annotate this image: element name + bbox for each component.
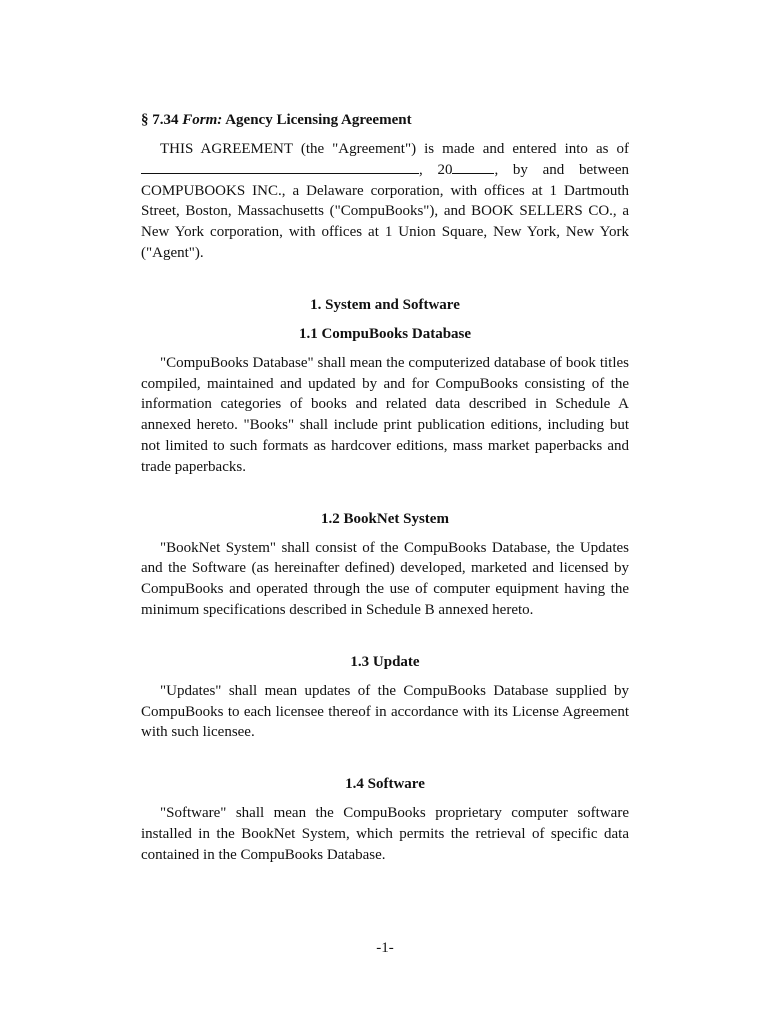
- section-text-1-3: "Updates" shall mean updates of the CompuBooks Database supplied by CompuBooks to each licensee thereof in accordance with its License Agreement with such licensee.: [141, 682, 629, 741]
- document-title: [141, 110, 629, 131]
- section-heading-1-1: 1.1 CompuBooks Database: [298, 325, 472, 342]
- date-blank-line: [141, 161, 419, 174]
- page-number: -1-: [376, 940, 394, 956]
- year-blank-line: [452, 161, 494, 174]
- section-heading-1-2: 1.2 BookNet System: [321, 510, 449, 527]
- section-heading-1-3: 1.3 Update: [350, 653, 420, 670]
- intro-text-part1: THIS AGREEMENT (the "Agreement") is made and entered into as of: [160, 141, 629, 157]
- section-heading-1-4: 1.4 Software: [345, 776, 425, 793]
- title-text: Agency Licensing Agreement: [225, 112, 412, 128]
- form-label: Form:: [182, 112, 223, 128]
- section-number: § 7.34: [141, 112, 179, 128]
- section-text-1-2: "BookNet System" shall consist of the CompuBooks Database, the Updates and the Software (as hereinafter defined) developed, marketed and licensed by CompuBooks and operated through the use of computer equipment having the minimum specifications described in Schedule B annexed hereto.: [141, 539, 629, 618]
- intro-text-part2: , 20: [419, 161, 453, 178]
- document-page: [141, 110, 629, 866]
- intro-paragraph: [141, 139, 629, 264]
- section-text-1-1: "CompuBooks Database" shall mean the computerized database of book titles compiled, maintained and updated by and for CompuBooks consisting of the information categories of books and related data described in Schedule A annexed hereto. "Books" shall include print publication editions, including but not limited to such formats as hardcover editions, mass market paperbacks and trade paperbacks.: [141, 354, 629, 475]
- intro-text-part3: , by and between COMPUBOOKS INC., a Delaware corporation, with offices at 1 Dartmouth Street, Boston, Massachusetts ("CompuBooks"), and BOOK SELLERS CO., a New York corporation, with offices at 1 Union Square, New York, New York ("Agent").: [141, 161, 629, 261]
- section-text-1-4: "Software" shall mean the CompuBooks proprietary computer software installed in the BookNet System, which permits the retrieval of specific data contained in the CompuBooks Database.: [141, 805, 629, 863]
- article-heading: 1. System and Software: [310, 296, 460, 313]
